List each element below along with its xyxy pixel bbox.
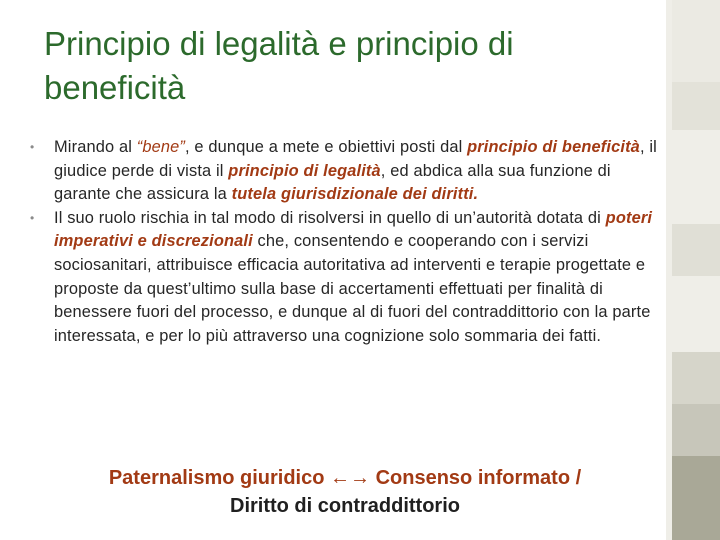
footer-right: Consenso informato /: [375, 467, 582, 489]
text-run: .: [473, 185, 479, 204]
sidebar-block: [672, 82, 720, 130]
sidebar-block: [672, 224, 720, 276]
footer-line2: Diritto di contraddittorio: [230, 495, 460, 517]
text-run: Mirando al: [54, 138, 137, 156]
double-arrow-icon: ←→: [330, 467, 371, 489]
sidebar-block: [672, 352, 720, 404]
bullet-item: [28, 207, 658, 349]
slide-title: [44, 22, 644, 110]
bullet-list: [28, 136, 658, 348]
bullet-icon: •: [30, 140, 35, 154]
text-run: che, consentendo e cooperando con i servizi sociosanitari, attribuisce efficacia autoritativa ad interventi e terapie progettate e proposte da quest’ultimo sulla base di accertamenti effettuati per finalità di benessere fuori del processo, e dunque al di fuori del contraddittorio con la parte interessata, e per lo più attraverso una cognizione solo sommaria dei fatti.: [54, 232, 651, 345]
bullet-icon: •: [30, 210, 35, 225]
text-run: , e dunque a mete e obiettivi posti dal: [185, 138, 468, 156]
bullet-item: [28, 136, 658, 207]
highlight-text: tutela giurisdizionale dei diritti: [231, 185, 474, 204]
sidebar-block: [672, 404, 720, 456]
highlight-quote: “bene”: [136, 138, 186, 156]
highlight-text: poteri imperativi e discrezionali: [54, 208, 653, 251]
text-run: , ed abdica alla sua funzione di garante che assicura la: [54, 161, 611, 204]
text-run: , il giudice perde di vista il: [54, 138, 657, 180]
text-run: Il suo ruolo rischia in tal modo di risolversi in quello di un’autorità dotata di: [54, 208, 606, 227]
highlight-text: principio di beneficità: [467, 138, 640, 156]
title-line: Principio di legalità e principio di: [44, 25, 514, 62]
sidebar-block: [672, 456, 720, 540]
footer-caption: [30, 464, 660, 520]
title-line: beneficità: [44, 69, 186, 106]
sidebar-block: [672, 0, 720, 82]
decorative-sidebar: [666, 0, 720, 540]
highlight-text: principio di legalità: [228, 161, 381, 180]
footer-left: Paternalismo giuridico: [108, 467, 325, 489]
